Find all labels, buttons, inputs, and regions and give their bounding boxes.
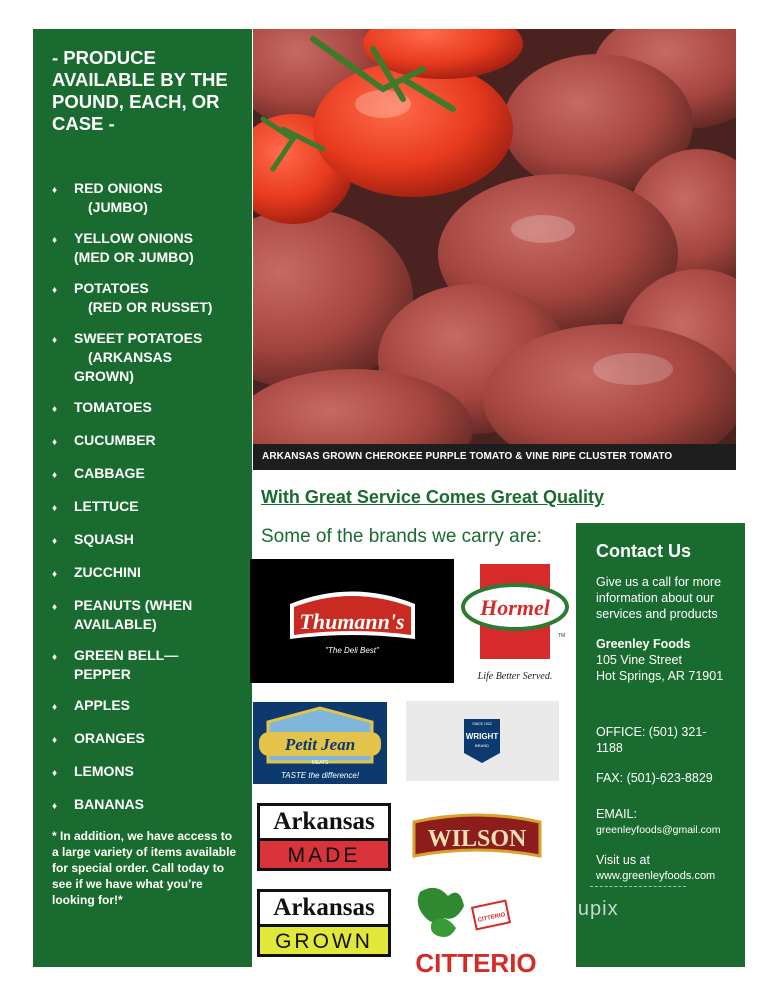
brand-name: CITTERIO [415,948,537,978]
item-label: APPLES [74,697,131,713]
arkansas-made-logo [257,803,391,871]
special-order-note: * In addition, we have access to a large variety of items available for special order. Call today to see if we have what you’re looking for!* [52,829,237,907]
diamond-bullet-icon: ♦ [52,801,58,812]
brand-slogan: Life Better Served. [477,671,553,682]
email-label: EMAIL: [596,807,637,821]
office-phone: OFFICE: (501) 321-1188 [596,725,707,755]
tomato-photo [253,29,736,470]
logo-bottom-text: GROWN [260,924,388,954]
diamond-bullet-icon: ♦ [52,437,58,448]
item-label: POTATOES [74,280,149,296]
brand-slogan: TASTE the difference! [280,771,360,780]
diamond-bullet-icon: ♦ [52,185,58,196]
website-link[interactable]: www.greenleyfoods.com [596,870,716,882]
item-label: LETTUCE [74,498,139,514]
petit-jean-logo [253,702,387,784]
divider [590,886,686,887]
citterio-logo [414,882,544,978]
list-item [52,431,252,452]
diamond-bullet-icon: ♦ [52,735,58,746]
list-item [52,398,252,419]
hormel-logo [458,559,575,689]
diamond-bullet-icon: ♦ [52,335,58,346]
list-item [52,497,252,518]
list-item [52,329,252,386]
item-label: TOMATOES [74,399,152,415]
list-item [52,646,252,684]
brands-intro: Some of the brands we carry are: [261,526,542,547]
diamond-bullet-icon: ♦ [52,602,58,613]
diamond-bullet-icon: ♦ [52,404,58,415]
list-item [52,229,252,267]
item-label: ZUCCHINI [74,564,141,580]
diamond-bullet-icon: ♦ [52,569,58,580]
logo-top-text: Arkansas [273,894,375,921]
item-label: CABBAGE [74,465,145,481]
tomato-illustration [253,29,736,470]
street-address: 105 Vine Street [596,653,682,667]
photo-caption: ARKANSAS GROWN CHEROKEE PURPLE TOMATO & VINE RIPE CLUSTER TOMATO [253,444,736,470]
thumanns-logo [250,559,454,683]
item-sublabel: (MED OR JUMBO) [74,249,194,265]
list-item [52,563,252,584]
item-label: SQUASH [74,531,134,547]
diamond-bullet-icon: ♦ [52,536,58,547]
list-item [52,795,252,816]
menupix-watermark [536,898,619,921]
item-label: PEANUTS (WHEN [74,597,193,613]
watermark-text: menu [536,898,591,920]
list-item [52,729,252,750]
brand-name: Petit Jean [284,735,356,754]
diamond-bullet-icon: ♦ [52,652,58,663]
list-item [52,596,252,634]
diamond-bullet-icon: ♦ [52,285,58,296]
item-label: GREEN BELL— [74,647,179,663]
contact-intro: Give us a call for more information about our services and products [596,575,722,621]
diamond-bullet-icon: ♦ [52,235,58,246]
item-label: YELLOW ONIONS [74,230,193,246]
wilson-logo [410,810,544,864]
list-item [52,696,252,717]
wright-logo [406,701,559,781]
arkansas-grown-logo [257,889,391,957]
visit-label: Visit us at [596,853,650,867]
diamond-bullet-icon: ♦ [52,768,58,779]
item-sublabel: (JUMBO) [88,199,148,215]
brand-tm: TM [558,633,566,639]
item-sublabel: AVAILABLE) [74,616,157,632]
list-item [52,530,252,551]
city-address: Hot Springs, AR 71901 [596,669,724,683]
logo-top-text: Arkansas [273,808,375,835]
brand-sub: BRAND [474,743,490,748]
item-label: LEMONS [74,763,134,779]
item-label: BANANAS [74,796,144,812]
brand-slogan: "The Deli Best" [325,646,379,655]
list-item [52,762,252,783]
item-label: CUCUMBER [74,432,156,448]
logo-bottom-text: MADE [260,838,388,868]
diamond-bullet-icon: ♦ [52,470,58,481]
item-sublabel: PEPPER [74,666,131,682]
item-label: ORANGES [74,730,145,746]
item-sublabel: (RED OR RUSSET) [88,299,213,315]
list-item [52,464,252,485]
brand-name: WILSON [427,826,527,852]
brand-sub: MEATS [311,760,329,766]
item-label: RED ONIONS [74,180,163,196]
company-name: Greenley Foods [596,637,691,651]
brand-name: WRIGHT [465,732,499,741]
diamond-bullet-icon: ♦ [52,503,58,514]
brand-name: Thumann's [299,609,405,634]
brand-badge: CITTERIO [477,912,506,924]
produce-list [52,179,252,816]
watermark-text-b: pix [590,898,619,920]
contact-title: Contact Us [596,541,692,561]
service-tagline: With Great Service Comes Great Quality [261,487,604,507]
email-address[interactable]: greenleyfoods@gmail.com [596,824,721,836]
diamond-bullet-icon: ♦ [52,702,58,713]
list-item [52,179,252,217]
produce-title: - PRODUCE AVAILABLE BY THE POUND, EACH, OR CASE - [52,47,228,134]
brand-name: Hormel [480,595,550,620]
fax-number: FAX: (501)-623-8829 [596,771,713,785]
item-sublabel: (ARKANSAS [88,349,172,365]
list-item [52,279,252,317]
produce-panel [33,29,252,967]
brand-since: SINCE 1922 [472,722,492,726]
item-label: SWEET POTATOES [74,330,203,346]
item-sublabel: GROWN) [74,368,134,384]
